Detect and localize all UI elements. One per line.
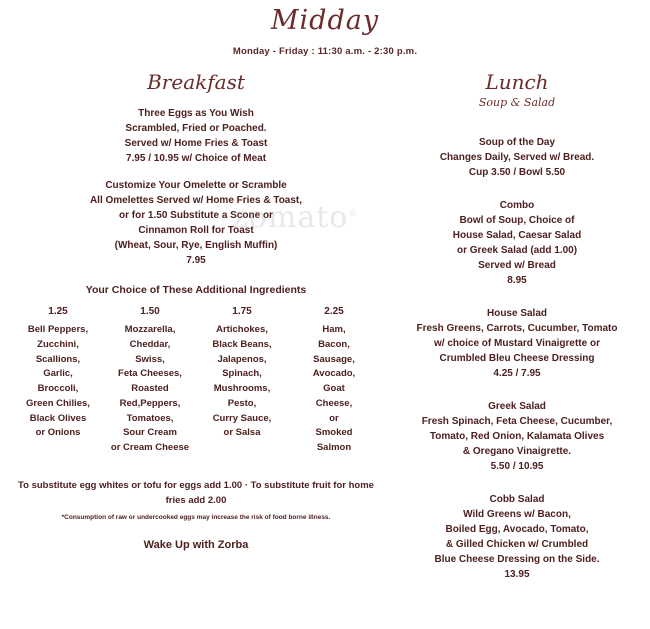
item-line: 7.95	[186, 254, 206, 266]
item-line: & Oregano Vinaigrette.	[462, 445, 572, 457]
item-line: Boiled Egg, Avocado, Tomato,	[445, 523, 589, 535]
item-line: Customize Your Omelette or Scramble	[105, 179, 287, 191]
ingredient-item: Artichokes,	[216, 324, 268, 336]
ingredient-item: Pesto,	[227, 397, 257, 409]
lunch-heading: Lunch	[485, 69, 549, 94]
breakfast-footnotes	[8, 478, 384, 508]
item-line: 5.50 / 10.95	[490, 460, 544, 472]
breakfast-column	[0, 71, 390, 582]
item-line: 4.25 / 7.95	[493, 367, 541, 379]
item-line: Cinnamon Roll for Toast	[138, 224, 254, 236]
item-line: Scrambled, Fried or Poached.	[125, 122, 267, 134]
item-line: Combo	[499, 199, 535, 211]
ingredient-item: Sour Cream	[123, 427, 177, 439]
ingredient-item: Curry Sauce,	[212, 412, 272, 424]
ingredient-item: or Salsa	[223, 427, 261, 439]
ingredient-price: 1.50	[140, 305, 160, 317]
item-line: Blue Cheese Dressing on the Side.	[434, 553, 600, 565]
ingredient-item: Broccoli,	[37, 383, 79, 395]
ingredient-item: Scallions,	[35, 353, 81, 365]
raw-food-disclaimer	[8, 514, 384, 523]
lunch-subheading: Soup & Salad	[478, 95, 556, 109]
item-line: 7.95 / 10.95 w/ Choice of Meat	[125, 152, 267, 164]
item-line: Fresh Greens, Carrots, Cucumber, Tomato	[416, 322, 618, 334]
menu-header	[0, 0, 650, 57]
ingredient-item: Jalapenos,	[217, 353, 267, 365]
item-line: Fresh Spinach, Feta Cheese, Cucumber,	[421, 415, 613, 427]
ingredient-item: Feta Cheeses,	[118, 368, 182, 380]
ingredient-item: Mushrooms,	[213, 383, 271, 395]
ingredient-column-150	[104, 304, 196, 456]
menu-item-greek-salad	[394, 399, 640, 474]
disclaimer-line: *Consumption of raw or undercooked eggs may	[61, 514, 210, 522]
menu-item-eggs-as-you-wish	[8, 106, 384, 166]
page-title: Midday	[270, 5, 380, 36]
ingredient-item: Tomatoes,	[126, 412, 174, 424]
ingredient-item: Red,Peppers,	[119, 397, 181, 409]
item-line: Wild Greens w/ Bacon,	[463, 508, 571, 520]
item-line: Greek Salad	[488, 400, 546, 412]
menu-item-soup-of-the-day	[394, 135, 640, 180]
item-line: House Salad	[486, 307, 548, 319]
ingredient-price: 2.25	[324, 305, 344, 317]
ingredient-item: Ham,	[322, 324, 346, 336]
item-line: Tomato, Red Onion, Kalamata Olives	[429, 430, 605, 442]
item-line: 8.95	[507, 274, 527, 286]
item-line: Crumbled Bleu Cheese Dressing	[439, 352, 595, 364]
menu-item-omelette-or-scramble	[8, 178, 384, 268]
menu-item-cobb-salad	[394, 492, 640, 582]
watermark-trademark: ®	[348, 209, 359, 219]
item-line: w/ choice of Mustard Vinaigrette or	[434, 337, 600, 349]
item-line: Three Eggs as You Wish	[138, 107, 254, 119]
item-line: 13.95	[504, 568, 530, 580]
item-line: House Salad, Caesar Salad	[452, 229, 582, 241]
ingredients-title: Your Choice of These Additional Ingredients	[85, 283, 307, 296]
ingredient-column-175	[196, 304, 288, 456]
ingredient-item: or Onions	[35, 427, 81, 439]
item-line: Served w/ Home Fries & Toast	[124, 137, 268, 149]
ingredient-item: Spinach,	[222, 368, 262, 380]
ingredient-item: or	[329, 412, 339, 424]
ingredient-column-225	[288, 304, 380, 456]
breakfast-heading: Breakfast	[147, 69, 245, 94]
ingredient-item: Cheddar,	[129, 338, 171, 350]
footnote-line: To substitute fruit for home fries add 2.00	[165, 479, 374, 506]
ingredient-item: Mozzarella,	[124, 324, 176, 336]
item-line: Cup 3.50 / Bowl 5.50	[468, 166, 566, 178]
ingredient-item: Black Olives	[29, 412, 87, 424]
ingredient-item: Black Beans,	[212, 338, 272, 350]
ingredient-item: Roasted	[131, 383, 169, 395]
ingredient-item: Bacon,	[318, 338, 350, 350]
item-line: (Wheat, Sour, Rye, English Muffin)	[114, 239, 278, 251]
ingredient-item: Salmon	[316, 441, 352, 453]
ingredient-column-125	[12, 304, 104, 456]
ingredient-item: Goat	[323, 383, 345, 395]
ingredient-item: Green Chilies,	[26, 397, 90, 409]
item-line: Cobb Salad	[489, 493, 545, 505]
menu-item-combo	[394, 198, 640, 288]
item-line: Bowl of Soup, Choice of	[459, 214, 575, 226]
closing-tagline: Wake Up with Zorba	[143, 538, 249, 551]
item-line: Changes Daily, Served w/ Bread.	[439, 151, 595, 163]
disclaimer-line: increase the risk of food borne illness.	[211, 514, 331, 522]
ingredient-item: Swiss,	[135, 353, 165, 365]
ingredient-item: Avocado,	[312, 368, 356, 380]
item-line: All Omelettes Served w/ Home Fries & Toast,	[89, 194, 303, 206]
ingredient-item: Sausage,	[313, 353, 355, 365]
footnote-line: To substitute egg whites or tofu for eggs add 1.00 ·	[18, 479, 248, 491]
ingredient-item: Cheese,	[315, 397, 353, 409]
item-line: or Greek Salad (add 1.00)	[456, 244, 578, 256]
ingredient-item: Smoked	[315, 427, 353, 439]
menu-columns	[0, 71, 650, 582]
ingredient-item: Bell Peppers,	[27, 324, 89, 336]
item-line: & Gilled Chicken w/ Crumbled	[445, 538, 589, 550]
item-line: or for 1.50 Substitute a Scone or	[119, 209, 273, 221]
ingredient-item: or Cream Cheese	[110, 441, 190, 453]
ingredient-price: 1.75	[232, 305, 252, 317]
item-line: Served w/ Bread	[478, 259, 556, 271]
ingredients-grid	[8, 304, 384, 456]
menu-hours: Monday - Friday : 11:30 a.m. - 2:30 p.m.	[232, 45, 418, 57]
ingredient-item: Garlic,	[43, 368, 73, 380]
item-line: Soup of the Day	[478, 136, 556, 148]
ingredient-price: 1.25	[48, 305, 68, 317]
menu-item-house-salad	[394, 306, 640, 381]
watermark-text: zomato	[232, 200, 349, 235]
ingredient-item: Zucchini,	[37, 338, 79, 350]
lunch-column	[390, 71, 650, 582]
